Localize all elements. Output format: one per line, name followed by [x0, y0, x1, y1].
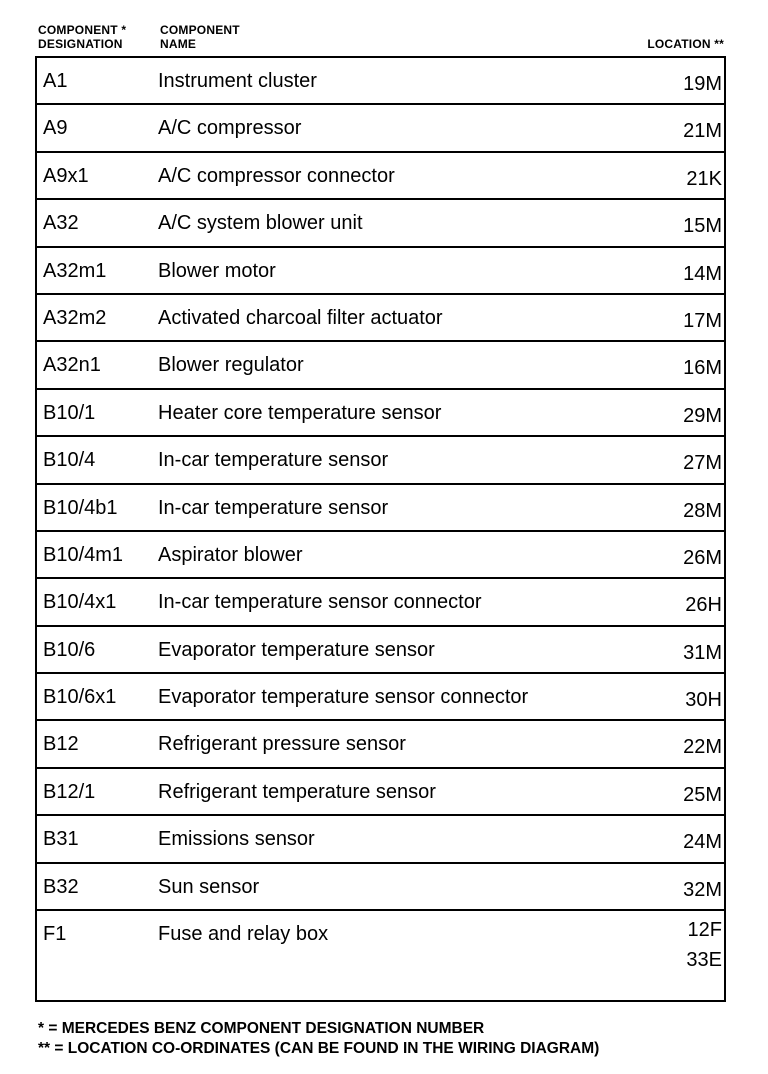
header-designation: [38, 23, 126, 51]
location-coordinate: 17M: [683, 309, 722, 332]
component-designation: A32m1: [43, 259, 107, 282]
table-row: [37, 342, 724, 389]
table-row: [37, 816, 724, 863]
component-name: In-car temperature sensor: [158, 496, 389, 519]
table-row: [37, 769, 724, 816]
table-row: [37, 390, 724, 437]
location-coordinate: 21K: [686, 167, 722, 190]
component-name: Refrigerant pressure sensor: [158, 733, 406, 756]
table-row: [37, 579, 724, 626]
component-location: [683, 448, 722, 478]
table-row: [37, 864, 724, 911]
location-coordinate: 21M: [683, 120, 722, 143]
component-designation: A32n1: [43, 354, 101, 377]
location-coordinate: 15M: [683, 215, 722, 238]
header-location: LOCATION **: [647, 37, 724, 51]
component-location: [683, 543, 722, 573]
component-location: [683, 69, 722, 99]
location-coordinate: 32M: [683, 878, 722, 901]
component-designation: B10/4b1: [43, 496, 118, 519]
component-designation: A32m2: [43, 306, 107, 329]
component-name: Blower regulator: [158, 354, 304, 377]
component-designation: A9x1: [43, 164, 89, 187]
component-name: Emissions sensor: [158, 828, 315, 851]
component-location: [683, 638, 722, 668]
location-coordinate: 24M: [683, 831, 722, 854]
footnote-designation: * = MERCEDES BENZ COMPONENT DESIGNATION NUMBER: [38, 1020, 485, 1037]
component-location: [683, 401, 722, 431]
component-name: Fuse and relay box: [158, 923, 329, 946]
location-coordinate: 16M: [683, 357, 722, 380]
component-designation: A1: [43, 70, 68, 92]
table-row: [37, 437, 724, 484]
component-designation: B10/6x1: [43, 686, 117, 709]
component-location: [683, 259, 722, 289]
component-designation: F1: [43, 923, 67, 946]
component-location: [686, 164, 722, 194]
component-designation: B31: [43, 828, 79, 851]
table-row: [37, 153, 724, 200]
component-location: [683, 875, 722, 905]
location-coordinate: 33E: [686, 949, 722, 972]
component-location: [685, 590, 722, 620]
component-name: In-car temperature sensor: [158, 449, 389, 472]
component-name: A/C system blower unit: [158, 212, 363, 235]
table-row: [37, 105, 724, 152]
header-name-line2: NAME: [160, 37, 197, 51]
component-designation: B10/4m1: [43, 543, 124, 566]
location-coordinate: 22M: [683, 736, 722, 759]
component-location: [683, 732, 722, 762]
component-designation: B10/4x1: [43, 591, 117, 614]
table-row: [37, 627, 724, 674]
table-row: [37, 674, 724, 721]
component-location: [683, 353, 722, 383]
component-location: [683, 496, 722, 526]
location-coordinate: 12F: [687, 919, 722, 942]
table-row: [37, 248, 724, 295]
table-row: [37, 532, 724, 579]
location-coordinate: 26H: [685, 594, 722, 617]
component-designation: A9: [43, 117, 68, 140]
component-name: Activated charcoal filter actuator: [158, 306, 443, 329]
location-coordinate: 31M: [683, 641, 722, 664]
component-location: [683, 306, 722, 336]
table-row: [37, 295, 724, 342]
component-name: Aspirator blower: [158, 543, 303, 566]
table-row: [37, 200, 724, 247]
header-name: [160, 23, 240, 51]
table-row: [37, 58, 724, 105]
component-location: [686, 915, 722, 975]
component-name: A/C compressor connector: [158, 164, 395, 187]
component-name: Evaporator temperature sensor: [158, 638, 435, 661]
location-coordinate: 29M: [683, 404, 722, 427]
component-name: In-car temperature sensor connector: [158, 591, 482, 614]
component-name: Refrigerant temperature sensor: [158, 780, 436, 803]
component-name: Sun sensor: [158, 875, 260, 898]
component-name: Evaporator temperature sensor connector: [158, 686, 529, 709]
component-location: [685, 685, 722, 715]
component-designation: B12: [43, 733, 79, 756]
location-coordinate: 26M: [683, 546, 722, 569]
component-designation: B32: [43, 875, 79, 898]
header-designation-line1: COMPONENT *: [38, 23, 127, 37]
header-designation-line2: DESIGNATION: [38, 37, 123, 51]
component-name: Blower motor: [158, 259, 276, 282]
footnotes: [38, 1019, 599, 1059]
location-coordinate: 27M: [683, 452, 722, 475]
table-row: [37, 721, 724, 768]
component-designation: B10/4: [43, 449, 96, 472]
header-name-line1: COMPONENT: [160, 23, 240, 37]
component-name: Instrument cluster: [158, 70, 317, 92]
component-name: Heater core temperature sensor: [158, 401, 442, 424]
component-table: [35, 56, 726, 1002]
component-name: A/C compressor: [158, 117, 302, 140]
component-designation: A32: [43, 212, 79, 235]
footnote-location: ** = LOCATION CO-ORDINATES (CAN BE FOUND IN THE WIRING DIAGRAM): [38, 1040, 600, 1057]
location-coordinate: 14M: [683, 262, 722, 285]
table-row: [37, 485, 724, 532]
component-designation: B10/1: [43, 401, 96, 424]
component-location: [683, 211, 722, 241]
component-designation: B10/6: [43, 638, 96, 661]
location-coordinate: 28M: [683, 499, 722, 522]
location-coordinate: 30H: [685, 689, 722, 712]
component-location: [683, 827, 722, 857]
component-location: [683, 780, 722, 810]
component-designation: B12/1: [43, 780, 96, 803]
location-coordinate: 19M: [683, 73, 722, 95]
component-location: [683, 116, 722, 146]
location-coordinate: 25M: [683, 783, 722, 806]
